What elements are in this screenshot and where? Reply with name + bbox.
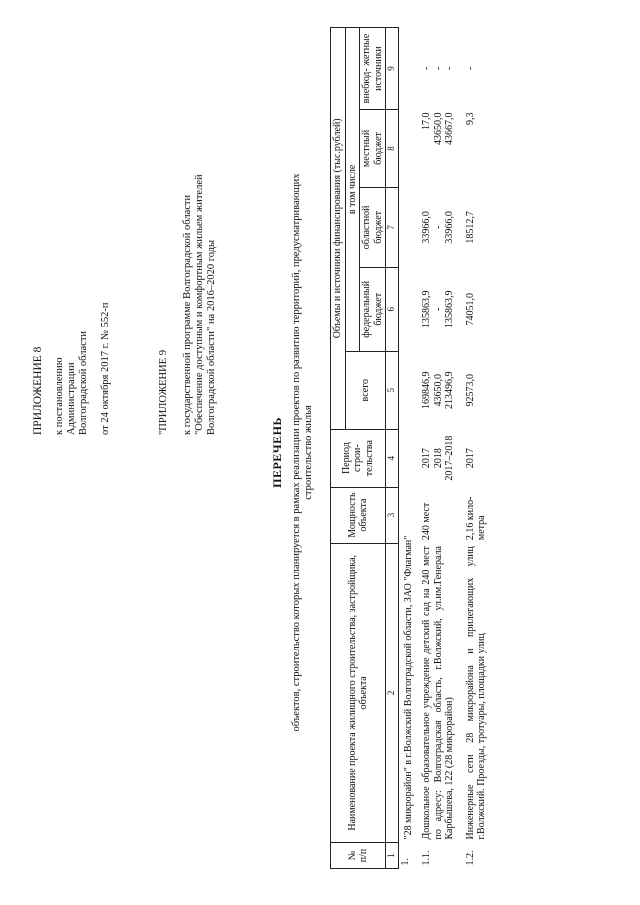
row-capacity: 240 мест	[421, 502, 432, 541]
header-num: № п/п	[331, 843, 386, 869]
row-total	[415, 351, 457, 429]
appendix-8-line: Волгоградской области	[78, 330, 89, 435]
extra-value: -	[421, 66, 432, 71]
regional-value: 33966,0	[444, 211, 455, 244]
extra-value: -	[464, 66, 476, 71]
row-num: 1.1.	[421, 850, 432, 866]
row-regional	[415, 187, 457, 267]
table-row	[457, 28, 489, 869]
row-regional	[457, 187, 489, 267]
row-num: 1.	[399, 858, 411, 866]
row-num: 1.2.	[464, 850, 476, 866]
appendix-9-title: "ПРИЛОЖЕНИЕ 9	[158, 349, 169, 435]
header-incl: в том числе	[345, 28, 360, 352]
row-period	[457, 429, 489, 487]
appendix-9-block	[158, 174, 218, 435]
regional-value: 18512,7	[464, 211, 476, 244]
row-extra	[415, 28, 457, 110]
period-value: 2017–2018	[444, 435, 455, 481]
column-number: 3	[386, 487, 399, 543]
row-total	[457, 351, 489, 429]
appendix-8-line: к постановлению	[54, 357, 65, 435]
column-number: 1	[386, 843, 399, 869]
column-number: 9	[386, 28, 399, 110]
total-value: 213496,9	[444, 371, 455, 409]
heading-subtitle-line: строительство жилья	[303, 405, 314, 500]
period-value: 2017	[464, 448, 476, 469]
period-value: 2017	[421, 448, 432, 469]
appendix-8-block	[32, 303, 112, 436]
local-value: 43667,0	[444, 112, 455, 145]
extra-value: -	[444, 66, 455, 71]
local-value: 9,3	[464, 112, 476, 125]
objects-table	[330, 27, 489, 869]
header-extra: внебюд- жетные источники	[360, 28, 386, 110]
heading-title: ПЕРЕЧЕНЬ	[270, 417, 284, 488]
local-value: 43650,0	[432, 112, 444, 145]
header-period: Период строи- тельства	[331, 429, 386, 487]
federal-value: 74051,0	[464, 293, 476, 326]
total-value: 169846,9	[421, 371, 432, 409]
column-number: 5	[386, 351, 399, 429]
total-value: 92573,0	[464, 373, 476, 407]
row-federal	[457, 267, 489, 351]
row-extra	[457, 28, 489, 110]
local-value: 17,0	[421, 112, 432, 130]
appendix-8-date: от 24 октября 2017 г. № 552-п	[100, 302, 111, 435]
row-federal	[415, 267, 457, 351]
header-local: местный бюджет	[360, 109, 386, 187]
row-local	[457, 109, 489, 187]
row-period	[415, 429, 457, 487]
column-number: 8	[386, 109, 399, 187]
federal-value: 135863,9	[444, 290, 455, 329]
header-capacity: Мощность объекта	[331, 487, 386, 543]
appendix-9-line: Волгоградской области" на 2016–2020 годы	[206, 239, 217, 435]
appendix-9-line: к государственной программе Волгоградской области	[182, 194, 193, 435]
document-heading	[270, 40, 315, 865]
row-name: Дошкольное образовательное учреждение детский сад на 240 мест по адресу: Волгоградская область, г.Волжский, ул.им.Генерала Карбышева, 122 (28 микрорайон)	[421, 546, 455, 840]
column-number: 7	[386, 187, 399, 267]
appendix-8-title: ПРИЛОЖЕНИЕ 8	[32, 346, 44, 435]
heading-subtitle-line: объектов, строительство которых планируется в рамках реализации проектов по развитию территорий, предусматривающих	[291, 173, 302, 732]
appendix-8-line: Администрации	[66, 362, 77, 435]
appendix-9-line: "Обеспечение доступным и комфортным жильем жителей	[194, 174, 205, 435]
row-local	[415, 109, 457, 187]
column-number: 2	[386, 543, 399, 842]
row-name: Инженерные сети 28 микрорайона и прилегающих улиц г.Волжский. Проезды, тротуары, площадки улиц	[464, 546, 487, 840]
header-regional: областной бюджет	[360, 187, 386, 267]
extra-value: -	[432, 66, 444, 71]
period-value: 2018	[432, 448, 444, 469]
column-number: 4	[386, 429, 399, 487]
total-value: 43650,0	[432, 373, 444, 407]
header-federal: федеральный бюджет	[360, 267, 386, 351]
federal-value: 135863,9	[421, 290, 432, 329]
row-name: "28 микрорайон" в г.Волжский Волгоградской области, ЗАО "Флагман"	[402, 535, 414, 840]
header-funding: Объемы и источники финансирования (тыс.рублей)	[331, 28, 346, 430]
federal-value: -	[432, 307, 444, 311]
table-row	[398, 28, 415, 869]
regional-value: -	[432, 225, 444, 230]
header-name: Наименование проекта жилищного строительства, застройщика, объекта	[331, 543, 386, 842]
column-number: 6	[386, 267, 399, 351]
table-row	[415, 28, 457, 869]
header-total: всего	[345, 351, 386, 429]
row-capacity: 2,16 кило- метра	[464, 496, 487, 541]
column-number-row	[386, 28, 399, 869]
regional-value: 33966,0	[421, 211, 432, 244]
